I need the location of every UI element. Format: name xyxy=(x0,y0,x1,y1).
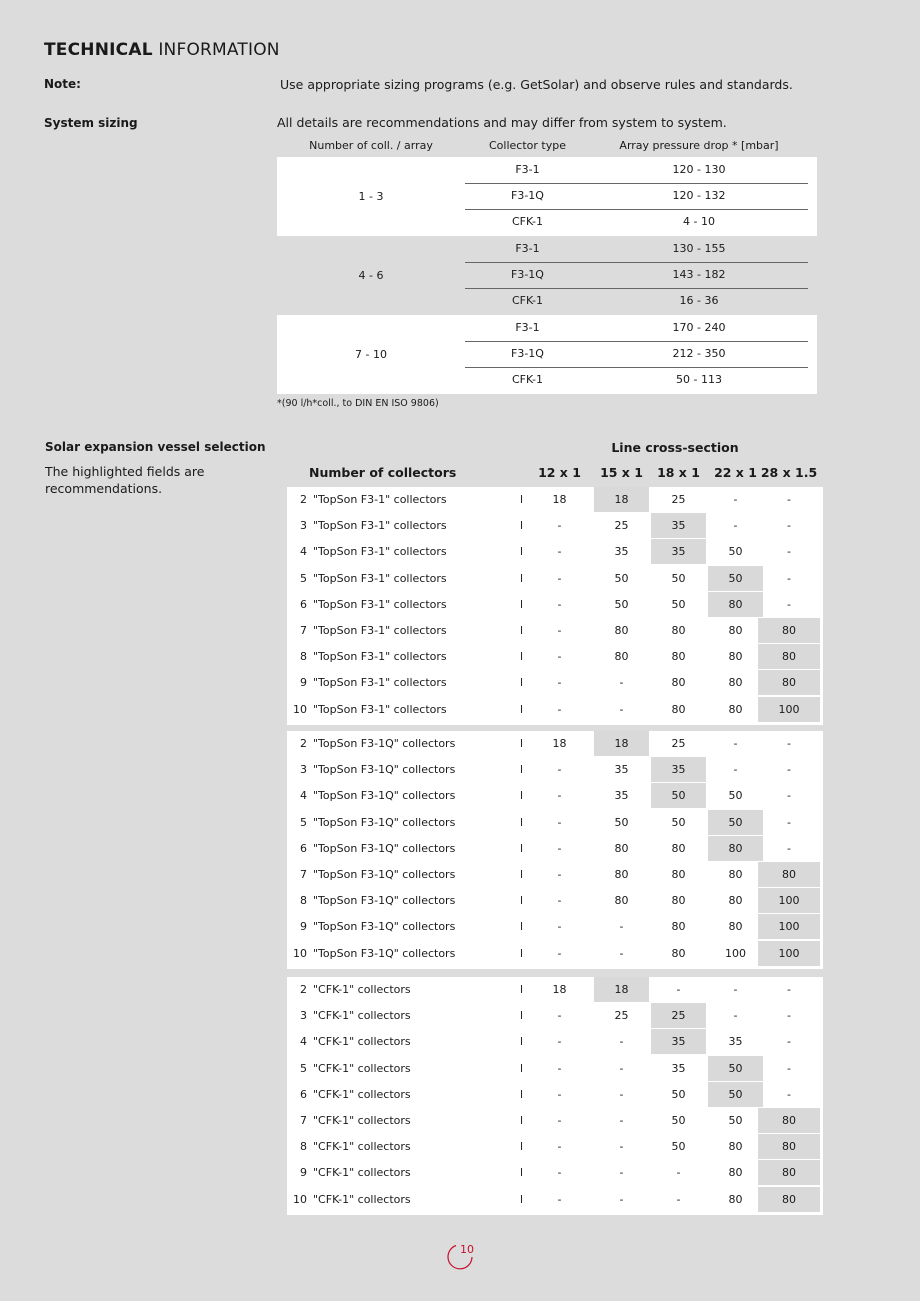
vessel-size-cell: - xyxy=(557,1035,562,1049)
vessel-size-cell: 50 xyxy=(671,1140,686,1154)
collector-name: "TopSon F3-1Q" collectors xyxy=(313,789,456,803)
vessel-size-cell: - xyxy=(787,545,791,559)
unit-label: l xyxy=(520,571,524,585)
sizing-collector-type: F3-1 xyxy=(515,242,540,255)
vessel-row xyxy=(287,487,823,513)
collector-name: "TopSon F3-1Q" collectors xyxy=(313,946,456,960)
vessel-row xyxy=(287,941,823,967)
vessel-size-cell: 80 xyxy=(728,650,743,664)
vessel-size-cell: - xyxy=(557,763,562,777)
vessel-size-cell: - xyxy=(787,763,791,777)
vessel-size-cell: - xyxy=(557,597,562,611)
unit-label: l xyxy=(520,597,524,611)
vessel-size-cell: 18 xyxy=(594,487,649,512)
vessel-size-cell: 50 xyxy=(671,1087,686,1101)
collector-name: "TopSon F3-1Q" collectors xyxy=(313,894,456,908)
vessel-size-cell: - xyxy=(733,737,738,750)
collector-count: 9 xyxy=(300,1166,307,1180)
vessel-size-cell: - xyxy=(787,597,791,611)
vessel-size-cell: 35 xyxy=(671,1061,686,1075)
collector-name: "CFK-1" collectors xyxy=(313,1035,411,1049)
unit-label: l xyxy=(520,841,524,855)
sizing-header-drop: Array pressure drop * [mbar] xyxy=(619,139,779,152)
collector-count: 4 xyxy=(300,1035,307,1049)
vessel-size-cell: 50 xyxy=(708,1082,763,1107)
vessel-row xyxy=(287,539,823,565)
collector-count: 10 xyxy=(293,1192,307,1206)
vessel-row xyxy=(287,914,823,940)
sizing-footnote: *(90 l/h*coll., to DIN EN ISO 9806) xyxy=(277,398,439,409)
unit-label: l xyxy=(520,983,524,996)
vessel-size-cell: 25 xyxy=(614,519,629,533)
vessel-size-cell: 35 xyxy=(728,1035,743,1049)
vessel-size-cell: - xyxy=(619,1035,624,1049)
collector-count: 8 xyxy=(300,1140,307,1154)
vessel-size-cell: 80 xyxy=(671,946,686,960)
vessel-size-cell: - xyxy=(557,545,562,559)
vessel-size-cell: 80 xyxy=(671,676,686,690)
vessel-size-cell: - xyxy=(619,1192,624,1206)
vessel-size-cell: 50 xyxy=(671,597,686,611)
vessel-size-cell: 35 xyxy=(651,1029,706,1054)
unit-label: l xyxy=(520,1035,524,1049)
vessel-size-cell: 80 xyxy=(614,868,629,881)
vessel-size-cell: 80 xyxy=(708,592,763,617)
vessel-size-cell: - xyxy=(557,894,562,908)
vessel-row xyxy=(287,810,823,836)
collector-count: 6 xyxy=(300,1087,307,1101)
vessel-size-cell: - xyxy=(557,624,562,637)
vessel-size-cell: 80 xyxy=(758,670,820,695)
vessel-size-cell: - xyxy=(557,946,562,960)
vessel-size-cell: 80 xyxy=(671,920,686,934)
vessel-size-cell: - xyxy=(733,983,738,996)
page-number xyxy=(446,1243,474,1271)
sizing-collector-type: F3-1Q xyxy=(511,268,544,281)
vessel-size-cell: - xyxy=(787,1061,791,1075)
collector-name: "TopSon F3-1" collectors xyxy=(313,571,447,585)
note-text: Use appropriate sizing programs (e.g. GetSolar) and observe rules and standards. xyxy=(280,77,793,92)
vessel-row xyxy=(287,513,823,539)
vessel-size-cell: 18 xyxy=(552,493,567,506)
vessel-size-cell: 80 xyxy=(728,920,743,934)
vessel-row xyxy=(287,977,823,1003)
collector-count: 5 xyxy=(300,1061,307,1075)
sizing-group-range: 7 - 10 xyxy=(355,348,387,361)
collector-name: "TopSon F3-1Q" collectors xyxy=(313,868,456,881)
unit-label: l xyxy=(520,1009,524,1023)
collector-name: "CFK-1" collectors xyxy=(313,1061,411,1075)
vessel-size-cell: 100 xyxy=(725,946,746,960)
sizing-pressure-drop: 143 - 182 xyxy=(672,268,726,281)
collector-name: "CFK-1" collectors xyxy=(313,1192,411,1206)
vessel-size-cell: - xyxy=(557,571,562,585)
vessel-size-cell: - xyxy=(619,676,624,690)
collector-count: 4 xyxy=(300,789,307,803)
unit-label: l xyxy=(520,946,524,960)
collector-name: "CFK-1" collectors xyxy=(313,1009,411,1023)
collector-name: "TopSon F3-1Q" collectors xyxy=(313,920,456,934)
collector-name: "CFK-1" collectors xyxy=(313,1166,411,1180)
unit-label: l xyxy=(520,1061,524,1075)
vessel-size-cell: 25 xyxy=(651,1003,706,1028)
unit-label: l xyxy=(520,676,524,690)
vessel-size-cell: 18 xyxy=(594,977,649,1002)
collector-count: 7 xyxy=(300,624,307,637)
sizing-collector-type: F3-1Q xyxy=(511,347,544,360)
vessel-row xyxy=(287,670,823,696)
vessel-size-cell: 80 xyxy=(758,618,820,643)
system-sizing-label: System sizing xyxy=(44,116,138,130)
vessel-size-cell: 80 xyxy=(671,841,686,855)
unit-label: l xyxy=(520,702,524,716)
vessel-size-cell: 18 xyxy=(552,737,567,750)
vessel-size-cell: 80 xyxy=(758,862,820,887)
vessel-size-cell: - xyxy=(619,1087,624,1101)
vessel-size-cell: 50 xyxy=(651,783,706,808)
sizing-group xyxy=(277,157,817,236)
sizing-row xyxy=(465,183,808,209)
collector-count: 10 xyxy=(293,702,307,716)
collector-count: 9 xyxy=(300,920,307,934)
sizing-pressure-drop: 50 - 113 xyxy=(676,373,722,386)
collector-name: "TopSon F3-1" collectors xyxy=(313,545,447,559)
sizing-row xyxy=(465,209,808,235)
sizing-pressure-drop: 212 - 350 xyxy=(672,347,726,360)
vessel-size-cell: 80 xyxy=(614,624,629,637)
sizing-collector-type: F3-1 xyxy=(515,163,540,176)
vessel-size-cell: - xyxy=(733,1009,738,1023)
column-header: 15 x 1 xyxy=(600,465,643,480)
vessel-size-cell: 35 xyxy=(614,545,629,559)
vessel-size-cell: 35 xyxy=(651,513,706,538)
vessel-size-cell: - xyxy=(557,841,562,855)
page-title: TECHNICAL INFORMATION xyxy=(44,40,280,60)
vessel-size-cell: 80 xyxy=(758,1134,820,1159)
sizing-row xyxy=(465,288,808,314)
vessel-size-cell: - xyxy=(787,1087,791,1101)
vessel-size-cell: 80 xyxy=(728,868,743,881)
sizing-group xyxy=(277,315,817,394)
sizing-group-range: 1 - 3 xyxy=(358,190,384,203)
sizing-collector-type: CFK-1 xyxy=(511,373,544,386)
vessel-row xyxy=(287,1134,823,1160)
vessel-size-cell: 50 xyxy=(671,571,686,585)
vessel-row xyxy=(287,644,823,670)
vessel-size-cell: - xyxy=(557,1192,562,1206)
collector-count: 7 xyxy=(300,1114,307,1127)
vessel-size-cell: 80 xyxy=(671,624,686,637)
vessel-size-cell: 18 xyxy=(552,983,567,996)
sizing-header-count: Number of coll. / array xyxy=(309,139,433,152)
unit-label: l xyxy=(520,1192,524,1206)
collector-name: "TopSon F3-1" collectors xyxy=(313,493,447,506)
vessel-size-cell: 80 xyxy=(708,836,763,861)
vessel-size-cell: - xyxy=(787,737,791,750)
vessel-size-cell: 80 xyxy=(671,650,686,664)
sizing-group xyxy=(277,236,817,315)
collector-name: "TopSon F3-1" collectors xyxy=(313,597,447,611)
vessel-row xyxy=(287,731,823,757)
vessel-row xyxy=(287,888,823,914)
vessel-row xyxy=(287,836,823,862)
vessel-size-cell: 80 xyxy=(758,1108,820,1133)
vessel-row xyxy=(287,566,823,592)
collector-count: 8 xyxy=(300,894,307,908)
vessel-row xyxy=(287,1029,823,1055)
vessel-size-cell: 80 xyxy=(671,868,686,881)
vessel-size-cell: - xyxy=(787,519,791,533)
unit-label: l xyxy=(520,737,524,750)
vessel-size-cell: - xyxy=(557,676,562,690)
vessel-size-cell: 80 xyxy=(671,702,686,716)
collector-count: 3 xyxy=(300,1009,307,1023)
vessel-size-cell: - xyxy=(619,1061,624,1075)
sizing-collector-type: CFK-1 xyxy=(511,215,544,228)
column-header: 18 x 1 xyxy=(657,465,700,480)
vessel-size-cell: - xyxy=(557,702,562,716)
vessel-row xyxy=(287,757,823,783)
vessel-size-cell: 50 xyxy=(614,815,629,829)
sizing-pressure-drop: 130 - 155 xyxy=(672,242,726,255)
unit-label: l xyxy=(520,650,524,664)
vessel-size-cell: - xyxy=(787,983,791,996)
vessel-size-cell: - xyxy=(787,815,791,829)
vessel-size-cell: - xyxy=(787,789,791,803)
collector-count: 6 xyxy=(300,597,307,611)
vessel-size-cell: 80 xyxy=(614,894,629,908)
unit-label: l xyxy=(520,1114,524,1127)
collector-count: 4 xyxy=(300,545,307,559)
vessel-size-cell: 50 xyxy=(708,1056,763,1081)
vessel-size-cell: 80 xyxy=(728,1140,743,1154)
sizing-collector-type: F3-1 xyxy=(515,321,540,334)
vessel-row xyxy=(287,618,823,644)
vessel-size-cell: - xyxy=(557,1140,562,1154)
page-number-text: 10 xyxy=(460,1243,474,1256)
collector-count: 2 xyxy=(300,493,307,506)
collector-count: 3 xyxy=(300,763,307,777)
vessel-size-cell: 50 xyxy=(671,1114,686,1127)
unit-label: l xyxy=(520,624,524,637)
vessel-row xyxy=(287,783,823,809)
vessel-size-cell: 80 xyxy=(758,1187,820,1212)
unit-label: l xyxy=(520,1166,524,1180)
vessel-size-cell: 50 xyxy=(708,566,763,591)
vessel-size-cell: 80 xyxy=(614,841,629,855)
vessel-size-cell: 50 xyxy=(728,1114,743,1127)
vessel-size-cell: 100 xyxy=(758,697,820,722)
collector-name: "CFK-1" collectors xyxy=(313,1140,411,1154)
vessel-size-cell: 50 xyxy=(614,571,629,585)
number-of-collectors-header: Number of collectors xyxy=(309,465,457,480)
vessel-size-cell: - xyxy=(557,1114,562,1127)
vessel-size-cell: - xyxy=(733,493,738,506)
column-header: 28 x 1.5 xyxy=(760,465,818,480)
vessel-size-cell: - xyxy=(557,1061,562,1075)
unit-label: l xyxy=(520,789,524,803)
vessel-size-cell: - xyxy=(557,1166,562,1180)
vessel-row xyxy=(287,1056,823,1082)
vessel-size-cell: - xyxy=(557,815,562,829)
sizing-collector-type: CFK-1 xyxy=(511,294,544,307)
sizing-pressure-drop: 4 - 10 xyxy=(683,215,715,228)
collector-name: "TopSon F3-1" collectors xyxy=(313,624,447,637)
sizing-pressure-drop: 120 - 132 xyxy=(672,189,726,202)
collector-count: 7 xyxy=(300,868,307,881)
vessel-size-cell: - xyxy=(557,1009,562,1023)
vessel-size-cell: - xyxy=(619,1114,624,1127)
collector-count: 8 xyxy=(300,650,307,664)
sizing-row xyxy=(465,236,808,262)
vessel-size-cell: 50 xyxy=(708,810,763,835)
vessel-size-cell: - xyxy=(676,983,681,996)
vessel-size-cell: - xyxy=(787,1009,791,1023)
column-header: 22 x 1 xyxy=(714,465,757,480)
vessel-size-cell: 80 xyxy=(728,676,743,690)
unit-label: l xyxy=(520,763,524,777)
unit-label: l xyxy=(520,815,524,829)
vessel-size-cell: - xyxy=(557,519,562,533)
vessel-size-cell: 35 xyxy=(651,539,706,564)
vessel-size-cell: 35 xyxy=(614,789,629,803)
vessel-label: Solar expansion vessel selection xyxy=(45,440,266,454)
sizing-pressure-drop: 170 - 240 xyxy=(672,321,726,334)
collector-count: 9 xyxy=(300,676,307,690)
collector-count: 5 xyxy=(300,815,307,829)
vessel-size-cell: 100 xyxy=(758,888,820,913)
vessel-size-cell: 80 xyxy=(728,624,743,637)
vessel-size-cell: - xyxy=(557,1087,562,1101)
sizing-row xyxy=(465,157,808,183)
collector-name: "TopSon F3-1Q" collectors xyxy=(313,815,456,829)
vessel-row xyxy=(287,1187,823,1213)
vessel-size-cell: 35 xyxy=(614,763,629,777)
vessel-size-cell: 25 xyxy=(671,493,686,506)
vessel-row xyxy=(287,1108,823,1134)
vessel-size-cell: - xyxy=(619,1140,624,1154)
vessel-size-cell: - xyxy=(733,519,738,533)
vessel-row xyxy=(287,697,823,723)
vessel-size-cell: 80 xyxy=(758,1160,820,1185)
vessel-size-cell: 25 xyxy=(614,1009,629,1023)
unit-label: l xyxy=(520,545,524,559)
collector-name: "CFK-1" collectors xyxy=(313,1114,411,1127)
unit-label: l xyxy=(520,493,524,506)
vessel-size-cell: - xyxy=(676,1192,681,1206)
vessel-size-cell: - xyxy=(619,702,624,716)
vessel-size-cell: - xyxy=(787,841,791,855)
vessel-size-cell: 18 xyxy=(594,731,649,756)
sizing-row xyxy=(465,367,808,393)
vessel-size-cell: - xyxy=(557,920,562,934)
unit-label: l xyxy=(520,1140,524,1154)
collector-count: 3 xyxy=(300,519,307,533)
vessel-size-cell: - xyxy=(619,920,624,934)
vessel-size-cell: 80 xyxy=(758,644,820,669)
sizing-collector-type: F3-1Q xyxy=(511,189,544,202)
vessel-row xyxy=(287,1082,823,1108)
sizing-row xyxy=(465,341,808,367)
vessel-row xyxy=(287,1003,823,1029)
vessel-size-cell: 80 xyxy=(728,702,743,716)
vessel-size-cell: - xyxy=(787,493,791,506)
collector-name: "TopSon F3-1" collectors xyxy=(313,519,447,533)
vessel-size-cell: 80 xyxy=(671,894,686,908)
vessel-size-cell: 80 xyxy=(728,894,743,908)
vessel-size-cell: 50 xyxy=(671,815,686,829)
vessel-size-cell: 50 xyxy=(728,545,743,559)
vessel-size-cell: 80 xyxy=(614,650,629,664)
vessel-size-cell: 100 xyxy=(758,941,820,966)
vessel-size-cell: 100 xyxy=(758,914,820,939)
collector-name: "TopSon F3-1" collectors xyxy=(313,702,447,716)
collector-name: "TopSon F3-1" collectors xyxy=(313,676,447,690)
unit-label: l xyxy=(520,519,524,533)
vessel-size-cell: 50 xyxy=(614,597,629,611)
collector-name: "TopSon F3-1" collectors xyxy=(313,650,447,664)
line-cross-section-header: Line cross-section xyxy=(611,440,739,455)
vessel-size-cell: - xyxy=(557,650,562,664)
vessel-size-cell: - xyxy=(733,763,738,777)
collector-name: "TopSon F3-1Q" collectors xyxy=(313,763,456,777)
collector-name: "TopSon F3-1Q" collectors xyxy=(313,841,456,855)
vessel-size-cell: - xyxy=(787,571,791,585)
collector-count: 10 xyxy=(293,946,307,960)
sizing-pressure-drop: 16 - 36 xyxy=(679,294,719,307)
vessel-size-cell: - xyxy=(557,789,562,803)
vessel-size-cell: - xyxy=(676,1166,681,1180)
unit-label: l xyxy=(520,894,524,908)
vessel-size-cell: 25 xyxy=(671,737,686,750)
sizing-row xyxy=(465,315,808,341)
sizing-row xyxy=(465,262,808,288)
note-label: Note: xyxy=(44,77,81,91)
collector-count: 2 xyxy=(300,737,307,750)
collector-name: "CFK-1" collectors xyxy=(313,983,411,996)
vessel-size-cell: - xyxy=(619,946,624,960)
vessel-size-cell: - xyxy=(787,1035,791,1049)
sizing-header-type: Collector type xyxy=(489,139,566,152)
vessel-size-cell: 50 xyxy=(728,789,743,803)
vessel-size-cell: 35 xyxy=(651,757,706,782)
vessel-size-cell: - xyxy=(619,1166,624,1180)
collector-count: 6 xyxy=(300,841,307,855)
vessel-row xyxy=(287,592,823,618)
sizing-pressure-drop: 120 - 130 xyxy=(672,163,726,176)
vessel-size-cell: 80 xyxy=(728,1192,743,1206)
collector-count: 2 xyxy=(300,983,307,996)
column-header: 12 x 1 xyxy=(538,465,581,480)
collector-name: "TopSon F3-1Q" collectors xyxy=(313,737,456,750)
collector-count: 5 xyxy=(300,571,307,585)
unit-label: l xyxy=(520,1087,524,1101)
sizing-group-range: 4 - 6 xyxy=(358,269,384,282)
system-sizing-intro: All details are recommendations and may differ from system to system. xyxy=(277,115,727,130)
unit-label: l xyxy=(520,920,524,934)
vessel-size-cell: - xyxy=(557,868,562,881)
vessel-description: The highlighted fields are recommendations. xyxy=(45,464,205,496)
vessel-size-cell: 80 xyxy=(728,1166,743,1180)
unit-label: l xyxy=(520,868,524,881)
vessel-row xyxy=(287,1160,823,1186)
vessel-row xyxy=(287,862,823,888)
collector-name: "CFK-1" collectors xyxy=(313,1087,411,1101)
